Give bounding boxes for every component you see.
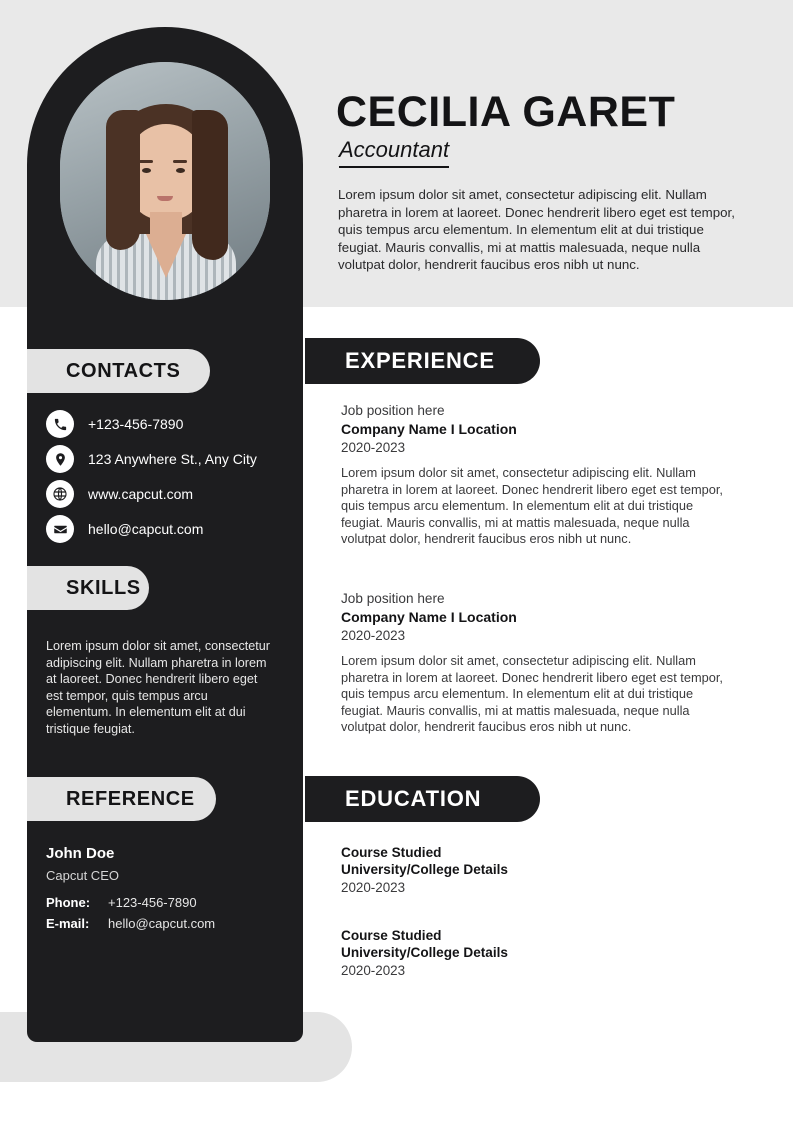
reference-name: John Doe — [46, 845, 115, 862]
skills-title: SKILLS — [66, 576, 141, 599]
candidate-role: Accountant — [339, 137, 449, 168]
section-header-contacts — [27, 349, 210, 393]
reference-phone-row — [46, 895, 197, 910]
education-institution: University/College Details — [341, 945, 508, 960]
contact-value-email: hello@capcut.com — [88, 521, 204, 537]
section-header-experience — [305, 338, 540, 384]
contacts-title: CONTACTS — [66, 359, 181, 382]
reference-email-value: hello@capcut.com — [108, 916, 216, 931]
experience-title: EXPERIENCE — [345, 348, 495, 373]
section-header-reference — [27, 777, 216, 821]
reference-title: REFERENCE — [66, 787, 195, 810]
contact-value-website: www.capcut.com — [88, 486, 194, 502]
education-institution: University/College Details — [341, 862, 508, 877]
profile-photo — [60, 62, 270, 300]
contact-row-website[interactable] — [46, 480, 193, 508]
experience-description: Lorem ipsum dolor sit amet, consectetur adipiscing elit. Nullam pharetra in lorem at laoreet. Donec hendrerit libero eget est tempor, quis tempus arcu elementum. In elementum elit at dui tristique feugiat. Mauris convallis, mi at mattis malesuada, neque nulla volutpat dolor, hendrerit faucibus eros nibh ut nunc. — [341, 653, 723, 735]
experience-years: 2020-2023 — [341, 440, 406, 455]
portrait-hair-left — [106, 110, 140, 250]
portrait-brow-left — [139, 160, 153, 163]
experience-entry — [341, 403, 737, 548]
experience-description: Lorem ipsum dolor sit amet, consectetur adipiscing elit. Nullam pharetra in lorem at laoreet. Donec hendrerit libero eget est tempor, quis tempus arcu elementum. In elementum elit at dui tristique feugiat. Mauris convallis, mi at mattis malesuada, neque nulla volutpat dolor, hendrerit faucibus eros nibh ut nunc. — [341, 465, 723, 547]
portrait-mouth — [157, 196, 173, 201]
experience-position: Job position here — [341, 591, 445, 606]
contact-row-email[interactable] — [46, 515, 203, 543]
education-entry — [341, 845, 737, 895]
portrait-hair-right — [192, 110, 228, 260]
phone-icon — [46, 410, 74, 438]
experience-years: 2020-2023 — [341, 628, 406, 643]
contact-value-phone: +123-456-7890 — [88, 416, 184, 432]
reference-phone-label: Phone: — [46, 895, 91, 910]
education-years: 2020-2023 — [341, 963, 406, 978]
reference-email-label: E-mail: — [46, 916, 90, 931]
section-header-education — [305, 776, 540, 822]
candidate-name: CECILIA GARET — [336, 88, 676, 136]
envelope-icon — [46, 515, 74, 543]
location-pin-icon — [46, 445, 74, 473]
experience-position: Job position here — [341, 403, 445, 418]
contact-value-address: 123 Anywhere St., Any City — [88, 451, 257, 467]
experience-company: Company Name I Location — [341, 421, 517, 437]
experience-company: Company Name I Location — [341, 609, 517, 625]
section-header-skills — [27, 566, 149, 610]
contact-row-address[interactable] — [46, 445, 257, 473]
contact-row-phone[interactable] — [46, 410, 183, 438]
portrait-eye-right — [176, 168, 185, 173]
portrait-brow-right — [173, 160, 187, 163]
education-course: Course Studied — [341, 928, 442, 943]
profile-summary: Lorem ipsum dolor sit amet, consectetur adipiscing elit. Nullam pharetra in lorem at laoreet. Donec hendrerit libero eget est tempor, quis tempus arcu elementum. In elementum elit at dui tristique feugiat. Mauris convallis, mi at mattis malesuada, neque nulla volutpat dolor, hendrerit faucibus eros nibh ut nunc. — [338, 187, 735, 272]
education-title: EDUCATION — [345, 786, 482, 811]
globe-icon — [46, 480, 74, 508]
experience-entry — [341, 591, 737, 736]
reference-phone-value: +123-456-7890 — [108, 895, 197, 910]
skills-description: Lorem ipsum dolor sit amet, consectetur adipiscing elit. Nullam pharetra in lorem at laoreet. Donec hendrerit libero eget est tempor, quis tempus arcu elementum. In elementum elit at dui tristique feugiat. — [46, 639, 270, 736]
education-years: 2020-2023 — [341, 880, 406, 895]
portrait-eye-left — [142, 168, 151, 173]
reference-email-row — [46, 916, 215, 931]
reference-position: Capcut CEO — [46, 868, 119, 883]
education-course: Course Studied — [341, 845, 442, 860]
education-entry — [341, 928, 737, 978]
